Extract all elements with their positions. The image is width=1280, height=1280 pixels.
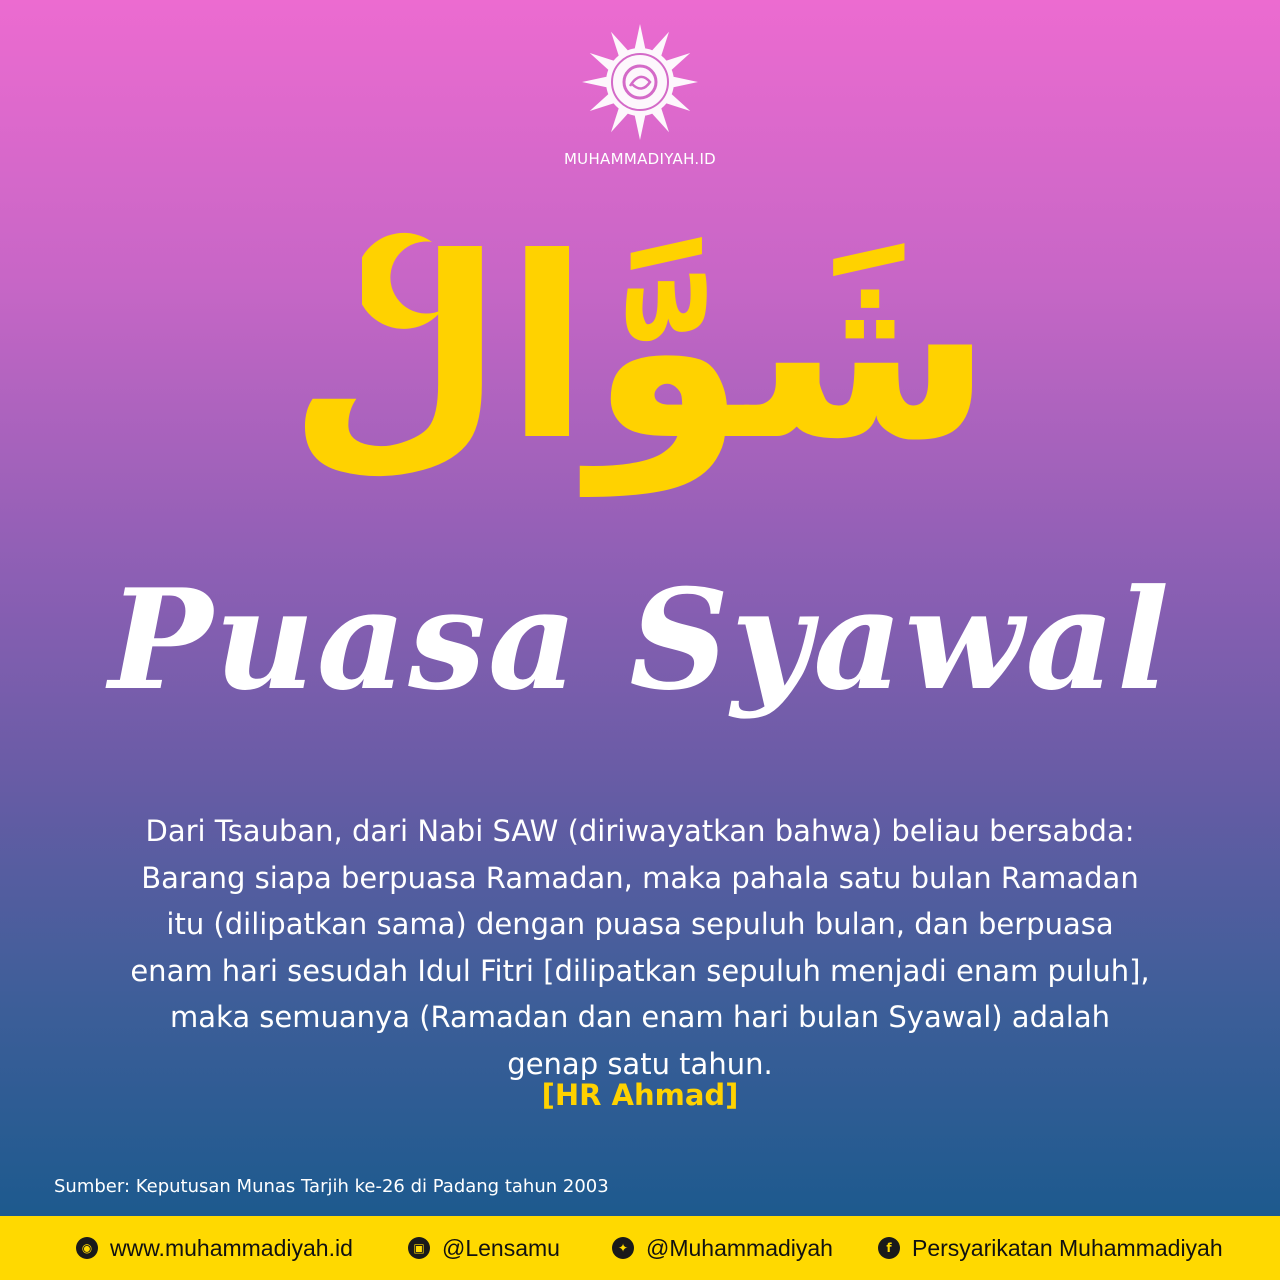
hadith-text: Dari Tsauban, dari Nabi SAW (diriwayatkan bahwa) beliau bersabda: Barang siapa berpuasa Ramadan, maka pahala satu bulan Ramadan itu (dilipatkan sama) dengan puasa sepuluh bulan, dan berpuasa enam hari sesudah Idul Fitri [dilipatkan sepuluh menjadi enam puluh], maka semuanya (Ramadan dan enam hari bulan Syawal) adalah genap satu tahun. <box>130 814 1150 1081</box>
facebook-link[interactable] <box>878 1234 1223 1262</box>
instagram-icon: ▣ <box>408 1237 430 1259</box>
website-label: www.muhammadiyah.id <box>110 1234 353 1261</box>
instagram-link[interactable] <box>408 1234 560 1262</box>
facebook-icon: f <box>878 1237 900 1259</box>
site-name: MUHAMMADIYAH.ID <box>563 150 717 168</box>
hadith-narrator: [HR Ahmad] <box>541 1078 739 1112</box>
twitter-link[interactable] <box>612 1234 833 1262</box>
source-note: Sumber: Keputusan Munas Tarjih ke-26 di Padang tahun 2003 <box>54 1176 609 1197</box>
footer-bar <box>0 1216 1280 1280</box>
twitter-label: @Muhammadiyah <box>646 1234 833 1261</box>
muhammadiyah-logo <box>580 22 700 142</box>
facebook-label: Persyarikatan Muhammadiyah <box>912 1234 1223 1261</box>
main-title: Puasa Syawal <box>108 558 1172 721</box>
arabic-title: شَوَّال <box>287 204 993 495</box>
website-link[interactable] <box>76 1234 353 1262</box>
instagram-label: @Lensamu <box>442 1234 560 1261</box>
globe-icon: ◉ <box>76 1237 98 1259</box>
twitter-icon: ✦ <box>612 1237 634 1259</box>
